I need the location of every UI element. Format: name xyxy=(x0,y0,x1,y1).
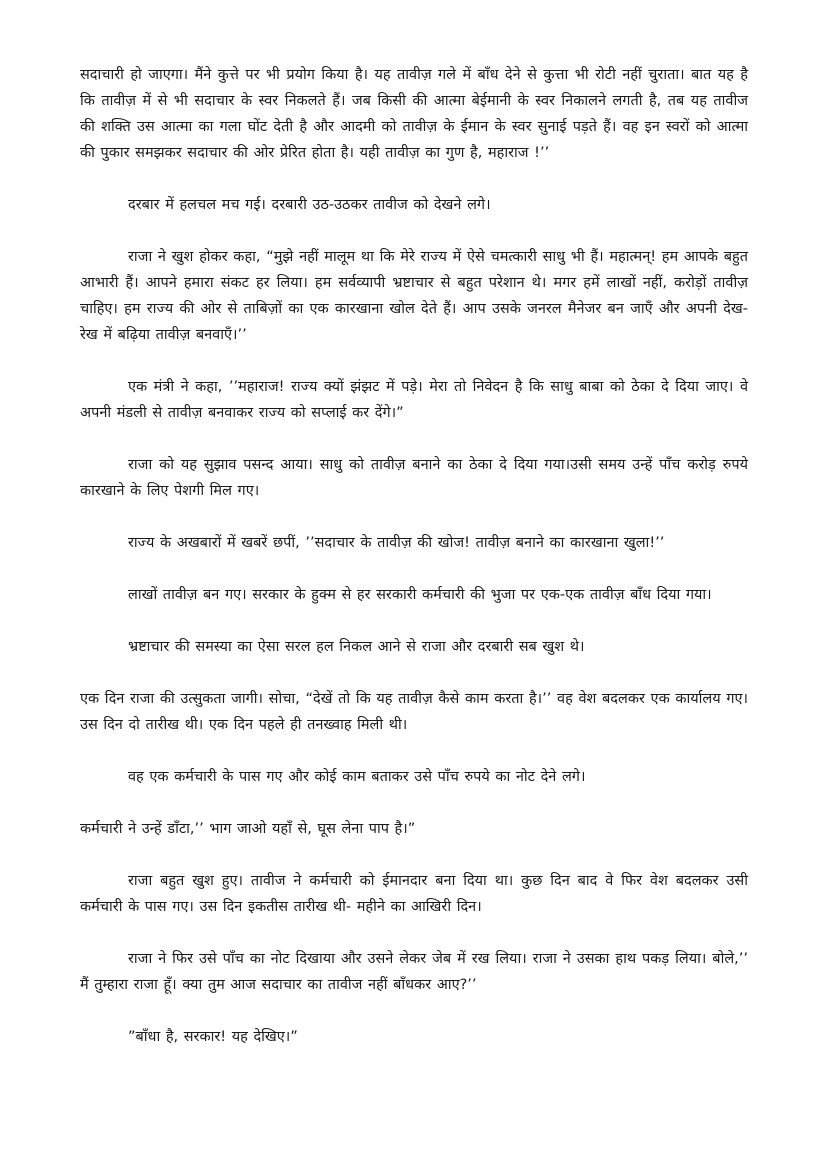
paragraph-11: कर्मचारी ने उन्हें डाँटा,’’ भाग जाओ यहाँ से, घूस लेना पाप है।” xyxy=(80,821,416,837)
paragraph-6: राज्य के अखबारों में खबरें छपीं, ’’सदाचार के तावीज़ की खोज! तावीज़ बनाने का कारखाना खुला!’’ xyxy=(128,535,665,551)
paragraph-5: राजा को यह सुझाव पसन्द आया। साधु को तावीज़ बनाने का ठेका दे दिया गया।उसी समय उन्हें पाँच करोड़ रुपये कारखाने के लिए पेशगी मिल गए। xyxy=(80,457,748,499)
paragraph-9: एक दिन राजा की उत्सुकता जागी। सोचा, “देखें तो कि यह तावीज़ कैसे काम करता है।’’ वह वेश बदलकर एक कार्यालय गए। उस दिन दो तारीख थी। एक दिन पहले ही तनख्वाह मिली थी। xyxy=(80,691,748,733)
paragraph-7: लाखों तावीज़ बन गए। सरकार के हुक्म से हर सरकारी कर्मचारी की भुजा पर एक-एक तावीज़ बाँध दिया गया। xyxy=(128,587,712,603)
paragraph-13: राजा ने फिर उसे पाँच का नोट दिखाया और उसने लेकर जेब में रख लिया। राजा ने उसका हाथ पकड़ लिया। बोले,’’ मैं तुम्हारा राजा हूँ। क्या तुम आज सदाचार का तावीज नहीं बाँधकर आए?’’ xyxy=(80,951,748,993)
paragraph-1: सदाचारी हो जाएगा। मैंने कुत्ते पर भी प्रयोग किया है। यह तावीज़ गले में बाँध देने से कुत्ता भी रोटी नहीं चुराता। बात यह है कि तावीज़ में से भी सदाचार के स्वर निकलते हैं। जब किसी की आत्मा बेईमानी के स्वर निकालने लगती है, तब यह तावीज की शक्ति उस आत्मा का गला घोंट देती है और आदमी को तावीज़ के ईमान के स्वर सुनाई पड़ते हैं। वह इन स्वरों को आत्मा की पुकार समझकर सदाचार की ओर प्रेरित होता है। यही तावीज़ का गुण है, महाराज !’’ xyxy=(80,67,748,161)
paragraph-12: राजा बहुत खुश हुए। तावीज ने कर्मचारी को ईमानदार बना दिया था। कुछ दिन बाद वे फिर वेश बदलकर उसी कर्मचारी के पास गए। उस दिन इकतीस तारीख थी- महीने का आखिरी दिन। xyxy=(80,873,748,915)
paragraph-4: एक मंत्री ने कहा, ’’महाराज! राज्य क्यों झंझट में पड़े। मेरा तो निवेदन है कि साधु बाबा को ठेका दे दिया जाए। वे अपनी मंडली से तावीज़ बनवाकर राज्य को सप्लाई कर देंगे।” xyxy=(80,379,748,421)
document-body xyxy=(80,62,748,1076)
paragraph-10: वह एक कर्मचारी के पास गए और कोई काम बताकर उसे पाँच रुपये का नोट देने लगे। xyxy=(128,769,586,785)
paragraph-3: राजा ने खुश होकर कहा, “मुझे नहीं मालूम था कि मेरे राज्य में ऐसे चमत्कारी साधु भी हैं। महात्मन्! हम आपके बहुत आभारी हैं। आपने हमारा संकट हर लिया। हम सर्वव्यापी भ्रष्टाचार से बहुत परेशान थे। मगर हमें लाखों नहीं, करोड़ों तावीज़ चाहिए। हम राज्य की ओर से ताबिज़ों का एक कारखाना खोल देते हैं। आप उसके जनरल मैनेजर बन जाएँ और अपनी देख-रेख में बढ़िया तावीज़ बनवाएँ।’’ xyxy=(80,249,748,343)
paragraph-2: दरबार में हलचल मच गई। दरबारी उठ-उठकर तावीज को देखने लगे। xyxy=(128,197,491,213)
paragraph-14: ”बाँधा है, सरकार! यह देखिए।” xyxy=(128,1029,298,1045)
paragraph-8: भ्रष्टाचार की समस्या का ऐसा सरल हल निकल आने से राजा और दरबारी सब खुश थे। xyxy=(128,639,585,655)
